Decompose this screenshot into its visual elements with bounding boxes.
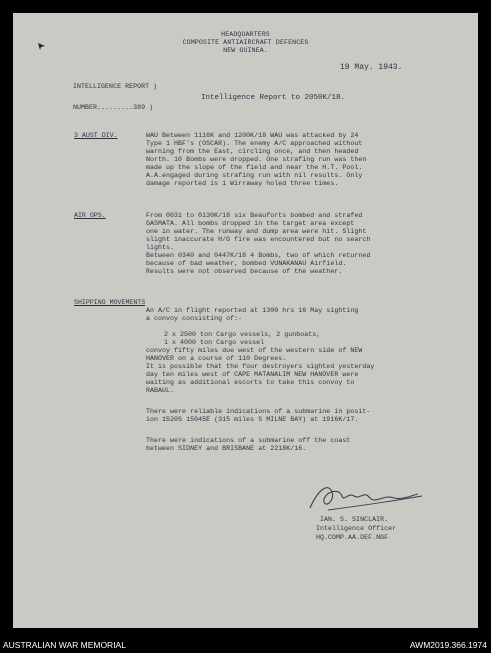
footer-accession-number: AWM2019.366.1974 <box>409 640 487 650</box>
body-line: A.A.engaged during strafing run with nil results. Only <box>146 172 363 179</box>
body-line: Type 1 HBF's (OSCAR). The enemy A/C approached without <box>146 140 363 147</box>
body-line: From 0031 to 0130K/18 six Beauforts bombed and strafed <box>146 212 363 219</box>
document-page <box>13 13 478 628</box>
body-line: North. 10 Bombs were dropped. One strafing run was then <box>146 156 367 163</box>
body-line: RABAUL. <box>146 387 175 394</box>
section-label-shipping: SHIPPING MOVEMENTS <box>74 299 146 306</box>
signatory-role: Intelligence Officer <box>316 525 397 532</box>
header-line-1: HEADQUARTERS <box>221 31 270 38</box>
body-line: between SIDNEY and BRISBANE at 2218K/16. <box>146 445 307 452</box>
report-title: Intelligence Report to 2050K/18. <box>201 94 346 102</box>
signatory-unit: HQ.COMP.AA.DEF.NGF <box>316 534 389 541</box>
body-line: convoy fifty miles due west of the western side of NEW <box>146 347 363 354</box>
intelligence-report-label: INTELLIGENCE REPORT ) <box>73 83 158 90</box>
section-label-air-ops: AIR OPS. <box>74 212 106 219</box>
header-line-3: NEW GUINEA. <box>223 47 268 54</box>
body-line: 2 x 2500 ton Cargo vessels, 2 gunboats, <box>164 331 321 338</box>
footer-bar <box>0 639 491 653</box>
body-line: warning from the East, circling once, and then headed <box>146 148 359 155</box>
body-line: An A/C in flight reported at 1300 hrs 16 May sighting <box>146 307 359 314</box>
body-line: a convoy consisting of:- <box>146 315 243 322</box>
body-line: because of bad weather, bombed VUNAKANAU Airfield. <box>146 260 347 267</box>
body-line: There were reliable indications of a submarine in posit- <box>146 408 371 415</box>
body-line: There were indications of a submarine off the coast <box>146 437 351 444</box>
body-line: GASMATA. All bombs dropped in the target area except <box>146 220 355 227</box>
report-date: 19 May. 1943. <box>340 63 403 72</box>
section-label-aust-div: 3 AUST DIV. <box>74 132 118 139</box>
footer-institution: AUSTRALIAN WAR MEMORIAL <box>3 640 126 650</box>
body-line: made up the slope of the field and near the H.T. Pool. <box>146 164 363 171</box>
body-line: day ten miles west of CAPE MATANALIM NEW HANOVER were <box>146 371 359 378</box>
header-line-2: COMPOSITE ANTIAIRCRAFT DEFENCES <box>182 39 309 46</box>
body-line: It is possible that the four destroyers sighted yesterday <box>146 363 375 370</box>
body-line: waiting as additional escorts to take this convoy to <box>146 379 355 386</box>
body-line: HANOVER on a course of 110 Degrees. <box>146 355 287 362</box>
body-line: slight inaccurate H/G fire was encountered but no search <box>146 236 371 243</box>
report-number: NUMBER.........389 ) <box>73 104 154 111</box>
signatory-name: IAN. S. SINCLAIR. <box>320 516 389 523</box>
body-line: WAU Between 1116K and 1200K/18 WAU was attacked by 24 <box>146 132 359 139</box>
body-line: one in water. The runway and dump area were hit. Slight <box>146 228 367 235</box>
body-line: 1 x 4000 ton Cargo vessel <box>164 339 265 346</box>
body-line: Between 0340 and 0447K/18 4 Bombs, two of which returned <box>146 252 371 259</box>
body-line: damage reported is 1 Wirraway holed three times. <box>146 180 339 187</box>
signature-scribble-icon <box>298 478 428 518</box>
body-line: ion 1520S 15045E (315 miles S MILNE BAY) at 1916K/17. <box>146 416 359 423</box>
body-line: Results were not observed because of the weather. <box>146 268 343 275</box>
body-line: lights. <box>146 244 175 251</box>
